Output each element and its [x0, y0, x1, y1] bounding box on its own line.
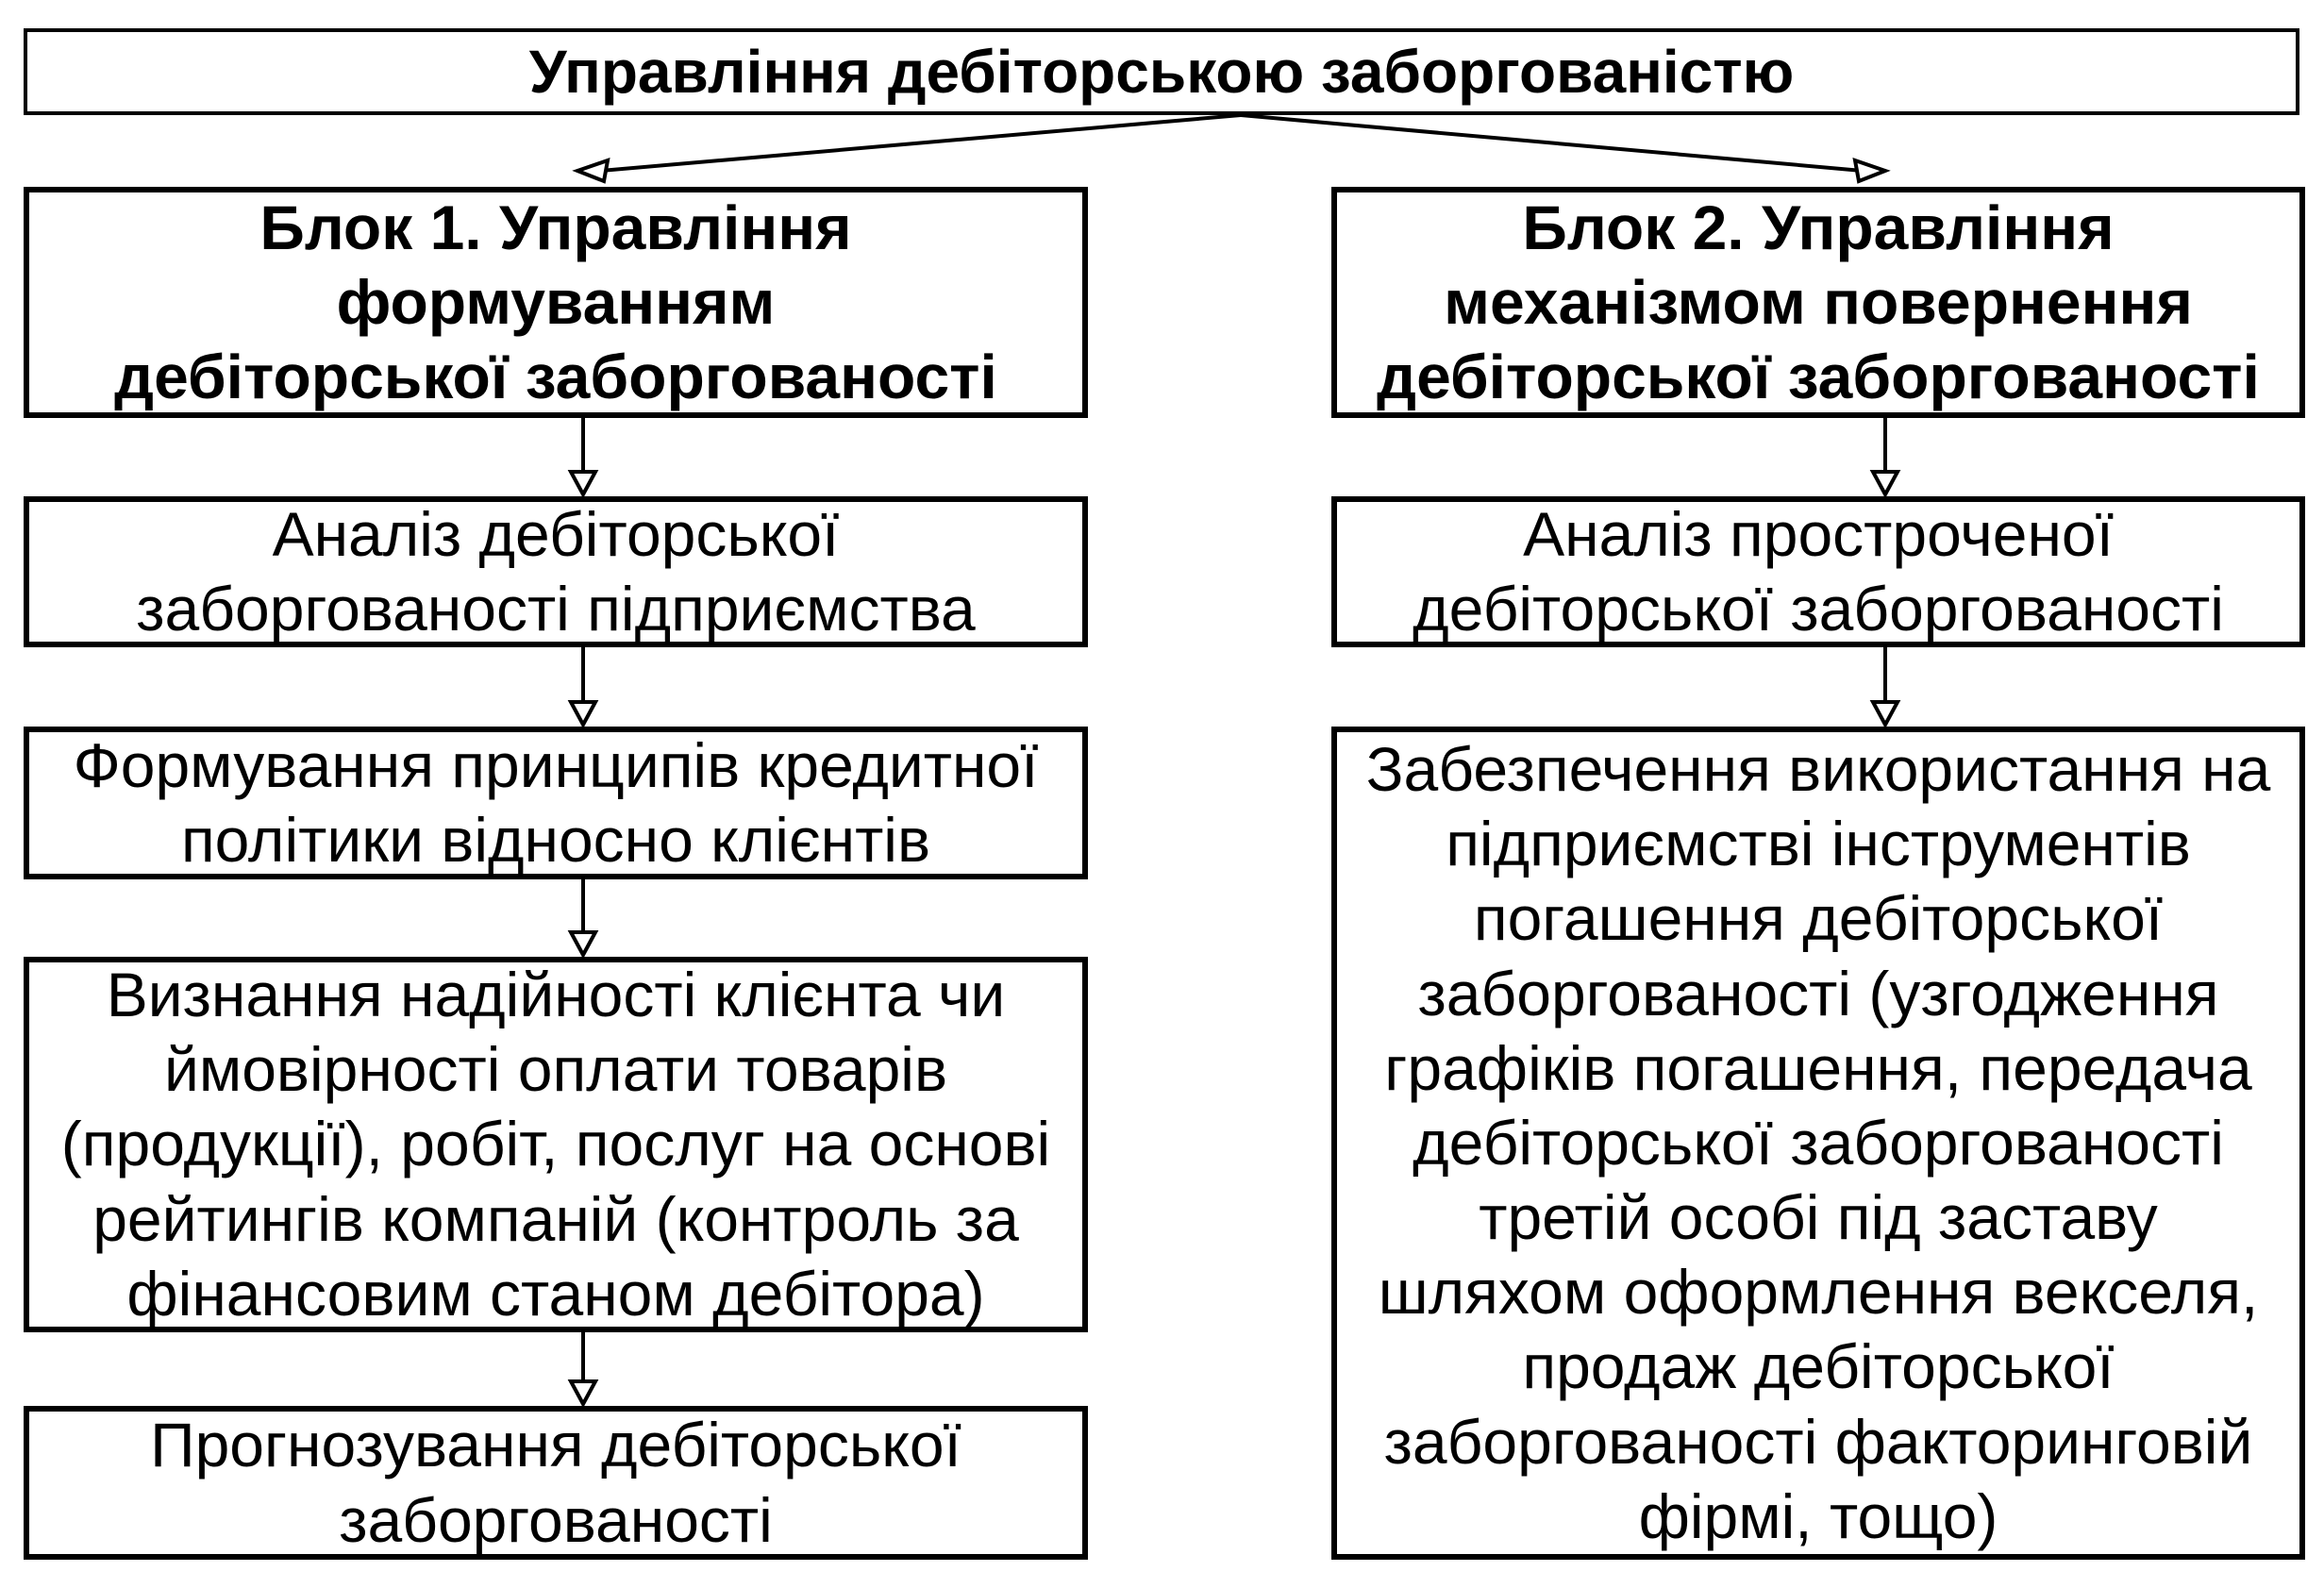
left-step-4-line-2: заборгованості	[339, 1484, 773, 1555]
right-step-overdue-analysis	[1331, 496, 2305, 647]
left-step-3-line-3: (продукції), робіт, послуг на основі	[60, 1109, 1051, 1179]
right-step-2-line-11: фірмі, тощо)	[1638, 1480, 1998, 1551]
right-step-2-line-8: шляхом оформлення векселя,	[1378, 1257, 2259, 1328]
left-step-3-line-2: ймовірності оплати товарів	[163, 1034, 948, 1105]
block-1-line-1: Блок 1. Управління	[259, 192, 852, 262]
arrow-block-2-to-step-1	[1873, 418, 1898, 494]
left-step-4-line-1: Прогнозування дебіторської	[150, 1410, 961, 1480]
left-step-2-line-2: політики відносно клієнтів	[180, 805, 931, 875]
arrow-right-step-1-to-step-2	[1873, 647, 1898, 725]
left-step-1-line-1: Аналіз дебіторської	[272, 498, 840, 569]
arrow-block-1-to-step-1	[571, 418, 595, 494]
left-step-3-line-5: фінансовим станом дебітора)	[126, 1258, 985, 1329]
block-2-box	[1331, 187, 2305, 418]
block-2-line-3: дебіторської заборгованості	[1377, 342, 2260, 412]
left-step-analysis	[24, 496, 1088, 647]
arrow-step-2-to-step-3	[571, 879, 595, 955]
right-step-2-line-2: підприємстві інструментів	[1446, 809, 2191, 879]
arrow-step-3-to-step-4	[571, 1332, 595, 1404]
title-box	[24, 28, 2299, 115]
left-step-forecasting	[24, 1406, 1088, 1560]
left-step-credit-policy	[24, 727, 1088, 879]
left-step-3-line-1: Визнання надійності клієнта чи	[106, 960, 1006, 1030]
right-step-2-line-5: графіків погашення, передача	[1384, 1032, 2252, 1103]
block-1-line-3: дебіторської заборгованості	[114, 342, 997, 412]
right-step-repayment-instruments	[1331, 727, 2305, 1560]
right-step-2-line-3: погашення дебіторської	[1473, 883, 2164, 954]
arrow-step-1-to-step-2	[571, 647, 595, 725]
right-step-2-line-6: дебіторської заборгованості	[1413, 1107, 2224, 1178]
block-1-line-2: формуванням	[336, 266, 776, 337]
block-2-line-2: механізмом повернення	[1444, 266, 2193, 337]
right-step-2-line-10: заборгованості факторинговій	[1383, 1406, 2253, 1477]
right-step-1-line-2: дебіторської заборгованості	[1413, 574, 2224, 644]
arrow-title-to-block-2	[1241, 115, 1885, 181]
arrow-title-to-block-1	[577, 115, 1241, 181]
diagram-title: Управління дебіторською заборгованістю	[528, 38, 1795, 106]
right-step-2-line-7: третій особі під заставу	[1479, 1182, 2158, 1253]
right-step-2-line-1: Забезпечення використання на	[1365, 733, 2271, 804]
block-1-box	[24, 187, 1088, 418]
left-step-2-line-1: Формування принципів кредитної	[73, 729, 1039, 800]
block-2-line-1: Блок 2. Управління	[1522, 192, 2115, 262]
right-step-2-line-9: продаж дебіторської	[1522, 1331, 2115, 1402]
left-step-3-line-4: рейтингів компаній (контроль за	[92, 1183, 1019, 1254]
right-step-1-line-1: Аналіз простроченої	[1523, 498, 2114, 569]
left-step-client-reliability	[24, 957, 1088, 1332]
left-step-1-line-2: заборгованості підприємства	[136, 574, 976, 644]
right-step-2-line-4: заборгованості (узгодження	[1417, 958, 2219, 1028]
